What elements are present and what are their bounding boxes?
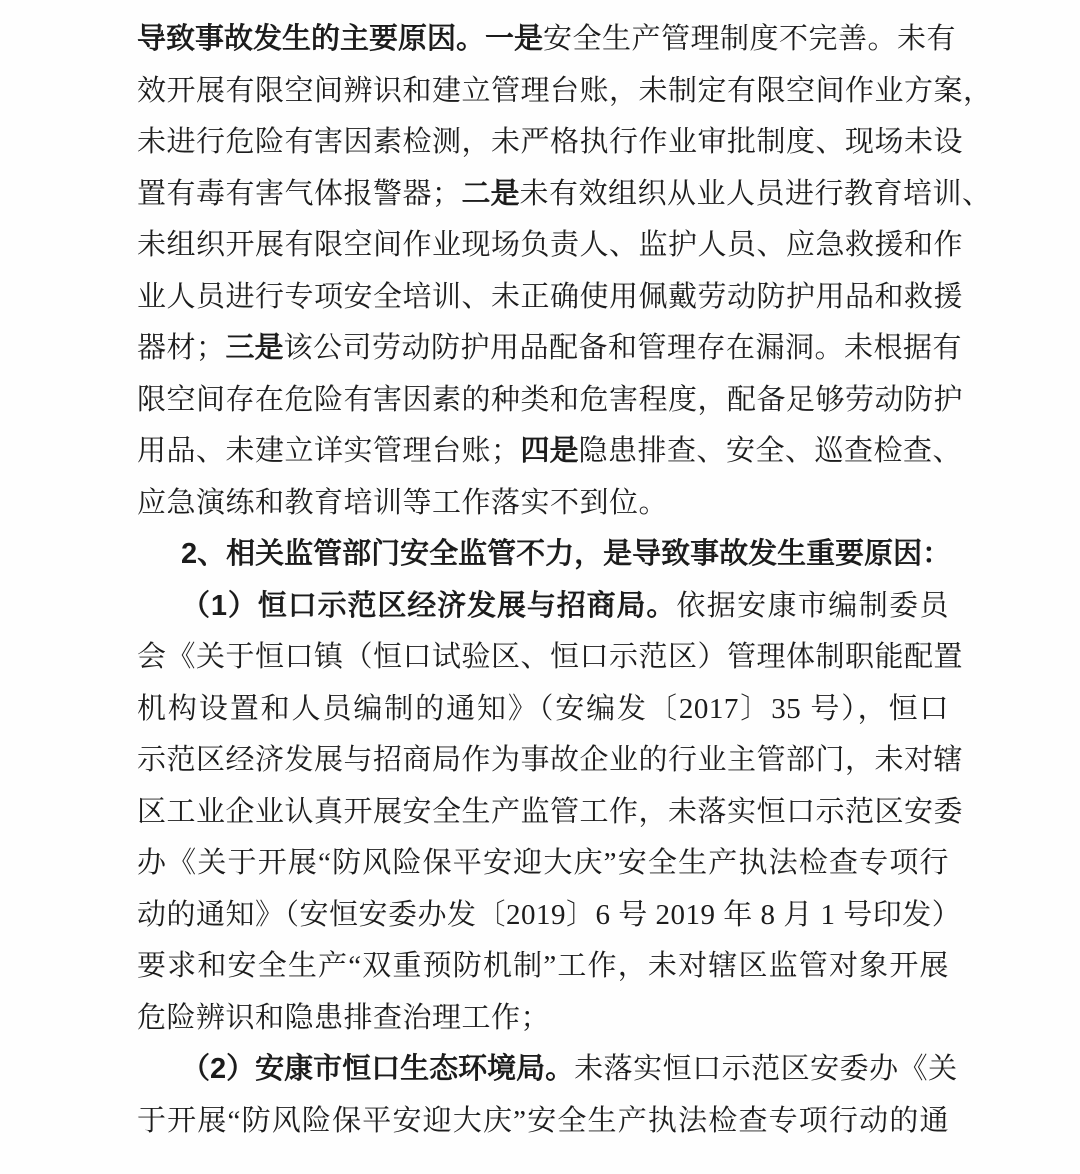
bold-text-run: 二是	[461, 177, 520, 210]
text-run: 机构设置和人员编制的通知》（安编发〔2017〕35 号），恒口	[137, 692, 949, 725]
bold-text-run: 2、相关监管部门安全监管不力，是导致事故发生重要原因：	[181, 538, 952, 570]
text-line	[137, 581, 949, 633]
text-line	[137, 14, 957, 66]
text-line	[137, 787, 964, 839]
text-line	[137, 838, 949, 890]
text-line	[137, 890, 962, 942]
text-run: 于开展“防风险保平安迎大庆”安全生产执法检查专项行动的通	[137, 1104, 949, 1137]
text-line	[137, 941, 949, 993]
text-run: 动的通知》（安恒安委办发〔2019〕6 号 2019 年 8 月 1 号印发）	[137, 898, 962, 931]
bold-text-run: 三是	[225, 332, 284, 364]
text-run: 器材；	[137, 332, 226, 364]
text-line	[137, 375, 964, 427]
bold-text-run: （1）恒口示范区经济发展与招商局。	[181, 589, 677, 622]
text-line	[137, 735, 964, 787]
text-run: 未进行危险有害因素检测，未严格执行作业审批制度、现场未设	[137, 126, 964, 158]
text-run: 业人员进行专项安全培训、未正确使用佩戴劳动防护用品和救援	[137, 280, 964, 313]
text-run: 未有效组织从业人员进行教育培训、	[519, 177, 992, 210]
text-line	[137, 1096, 949, 1148]
text-run: 置有毒有害气体报警器；	[137, 177, 462, 210]
text-run: 隐患排查、安全、巡查检查、	[578, 435, 963, 467]
bold-text-run: 导致事故发生的主要原因。一是	[137, 23, 544, 55]
text-line	[137, 220, 964, 272]
text-line	[137, 684, 949, 736]
text-line	[137, 529, 952, 581]
text-run: 效开展有限空间辨识和建立管理台账，未制定有限空间作业方案，	[137, 74, 993, 107]
document-body	[137, 14, 993, 1147]
text-line	[137, 272, 964, 324]
text-run: 应急演练和教育培训等工作落实不到位。	[137, 486, 669, 519]
bold-text-run: （2）安康市恒口生态环境局。	[181, 1053, 575, 1085]
text-run: 该公司劳动防护用品配备和管理存在漏洞。未根据有	[283, 332, 963, 364]
text-run: 要求和安全生产“双重预防机制”工作，未对辖区监管对象开展	[137, 950, 949, 982]
text-line	[137, 478, 949, 530]
text-run: 危险辨识和隐患排查治理工作；	[137, 1001, 551, 1034]
text-run: 未落实恒口示范区安委办《关	[574, 1053, 958, 1085]
text-line	[137, 117, 964, 169]
text-line	[137, 323, 963, 375]
bold-text-run: 四是	[520, 435, 579, 467]
text-line	[137, 1044, 958, 1096]
text-run: 区工业企业认真开展安全生产监管工作，未落实恒口示范区安委	[137, 795, 964, 828]
text-run: 会《关于恒口镇（恒口试验区、恒口示范区）管理体制职能配置	[137, 641, 964, 673]
text-run: 用品、未建立详实管理台账；	[137, 435, 521, 467]
text-run: 未组织开展有限空间作业现场负责人、监护人员、应急救援和作	[137, 229, 964, 261]
text-line	[137, 426, 963, 478]
text-line	[137, 993, 949, 1045]
text-run: 安全生产管理制度不完善。未有	[543, 23, 957, 55]
text-line	[137, 169, 992, 221]
text-run: 示范区经济发展与招商局作为事故企业的行业主管部门，未对辖	[137, 744, 964, 776]
text-run: 依据安康市编制委员	[676, 589, 949, 622]
text-run: 限空间存在危险有害因素的种类和危害程度，配备足够劳动防护	[137, 383, 964, 416]
text-line	[137, 66, 993, 118]
text-run: 办《关于开展“防风险保平安迎大庆”安全生产执法检查专项行	[137, 847, 949, 879]
text-line	[137, 632, 964, 684]
